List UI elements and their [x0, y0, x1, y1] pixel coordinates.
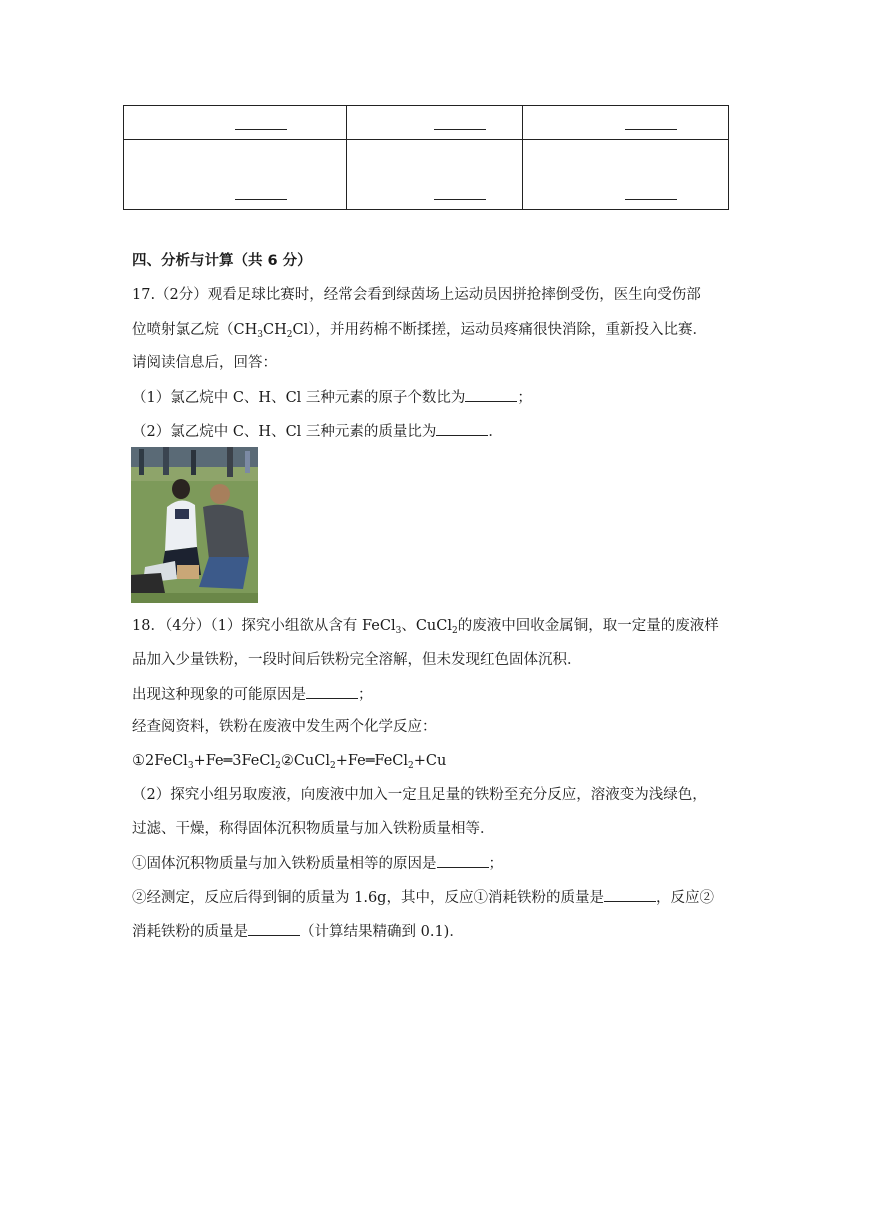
text: +Fe═FeCl — [335, 753, 409, 769]
q18-intro-line1 — [132, 616, 719, 636]
table-cell — [124, 106, 347, 140]
q18-intro-line2: 品加入少量铁粉，一段时间后铁粉完全溶解，但未发现红色固体沉积． — [132, 652, 582, 668]
answer-blank[interactable] — [248, 921, 300, 936]
text: （2）氯乙烷中 C、H、Cl 三种元素的质量比为 — [132, 424, 437, 440]
answer-blank[interactable] — [465, 387, 517, 402]
table-row — [124, 140, 729, 210]
table-cell — [347, 106, 523, 140]
injury-treatment-photo — [131, 447, 258, 603]
answer-blank[interactable] — [235, 129, 287, 130]
q18-sub-q1 — [132, 853, 503, 874]
text: 位喷射氯乙烷（CH — [132, 322, 258, 338]
text: ①固体沉积物质量与加入铁粉质量相等的原因是 — [132, 856, 437, 872]
subscript: 2 — [275, 761, 281, 771]
table-cell — [347, 140, 523, 210]
answer-blank[interactable] — [437, 853, 489, 868]
q18-lookup: 经查阅资料，铁粉在废液中发生两个化学反应： — [132, 719, 437, 735]
subscript: 3 — [395, 626, 402, 636]
answer-blank[interactable] — [625, 199, 677, 200]
subscript: 3 — [187, 761, 194, 771]
answer-blank[interactable] — [434, 129, 486, 130]
text: 的废液中回收金属铜，取一定量的废液样 — [457, 618, 719, 634]
answer-blank[interactable] — [235, 199, 287, 200]
answer-blank[interactable] — [625, 129, 677, 130]
subscript: 2 — [286, 330, 293, 340]
q18-sub-q2-line1 — [132, 887, 714, 908]
text: +Fe═3FeCl — [193, 753, 276, 769]
text: +Cu — [413, 753, 447, 769]
answer-blank[interactable] — [306, 684, 358, 699]
table-cell — [124, 140, 347, 210]
subscript: 2 — [408, 761, 414, 771]
text: ②CuCl — [280, 753, 330, 769]
q17-intro-line2 — [132, 320, 707, 340]
table-row — [124, 106, 729, 140]
table-cell — [523, 140, 729, 210]
text: ． — [488, 424, 503, 440]
q17-part1 — [132, 387, 532, 408]
text: （计算结果精确到 0.1)． — [300, 924, 464, 940]
q18-part2-line1: （2）探究小组另取废液，向废液中加入一定且足量的铁粉至充分反应，溶液变为浅绿色， — [132, 787, 707, 803]
text: CH — [262, 322, 287, 338]
q18-part2-line2: 过滤、干燥，称得固体沉积物质量与加入铁粉质量相等． — [132, 821, 495, 837]
text: （1）氯乙烷中 C、H、Cl 三种元素的原子个数比为 — [132, 390, 466, 406]
text: ； — [488, 856, 503, 872]
subscript: 2 — [330, 761, 336, 771]
text: 消耗铁粉的质量是 — [132, 924, 248, 940]
text: ； — [358, 687, 373, 703]
answer-blank[interactable] — [604, 887, 656, 902]
text: 18．（4分）（1）探究小组欲从含有 FeCl — [132, 618, 396, 634]
q18-equations — [132, 751, 446, 771]
text: ； — [517, 390, 532, 406]
q17-intro-line1: 17.（2分）观看足球比赛时，经常会看到绿茵场上运动员因拼抢摔倒受伤，医生向受伤部 — [132, 287, 701, 303]
text: ，反应② — [655, 890, 714, 906]
q18-reason — [132, 684, 373, 705]
answer-table — [123, 105, 729, 210]
text: 出现这种现象的可能原因是 — [132, 687, 306, 703]
q17-part2 — [132, 421, 503, 442]
subscript: 2 — [452, 626, 458, 636]
text: ②经测定，反应后得到铜的质量为 1.6g，其中，反应①消耗铁粉的质量是 — [132, 890, 604, 906]
section-title: 四、分析与计算（共 6 分） — [132, 253, 312, 269]
text: Cl），并用药棉不断揉搓，运动员疼痛很快消除，重新投入比赛． — [292, 322, 707, 338]
q17-prompt: 请阅读信息后，回答： — [132, 355, 277, 371]
text: ①2FeCl — [132, 753, 188, 769]
table-cell — [523, 106, 729, 140]
subscript: 3 — [257, 330, 263, 340]
text: 、CuCl — [401, 618, 452, 634]
answer-blank[interactable] — [434, 199, 486, 200]
q18-sub-q2-line2 — [132, 921, 464, 942]
answer-blank[interactable] — [436, 421, 488, 436]
